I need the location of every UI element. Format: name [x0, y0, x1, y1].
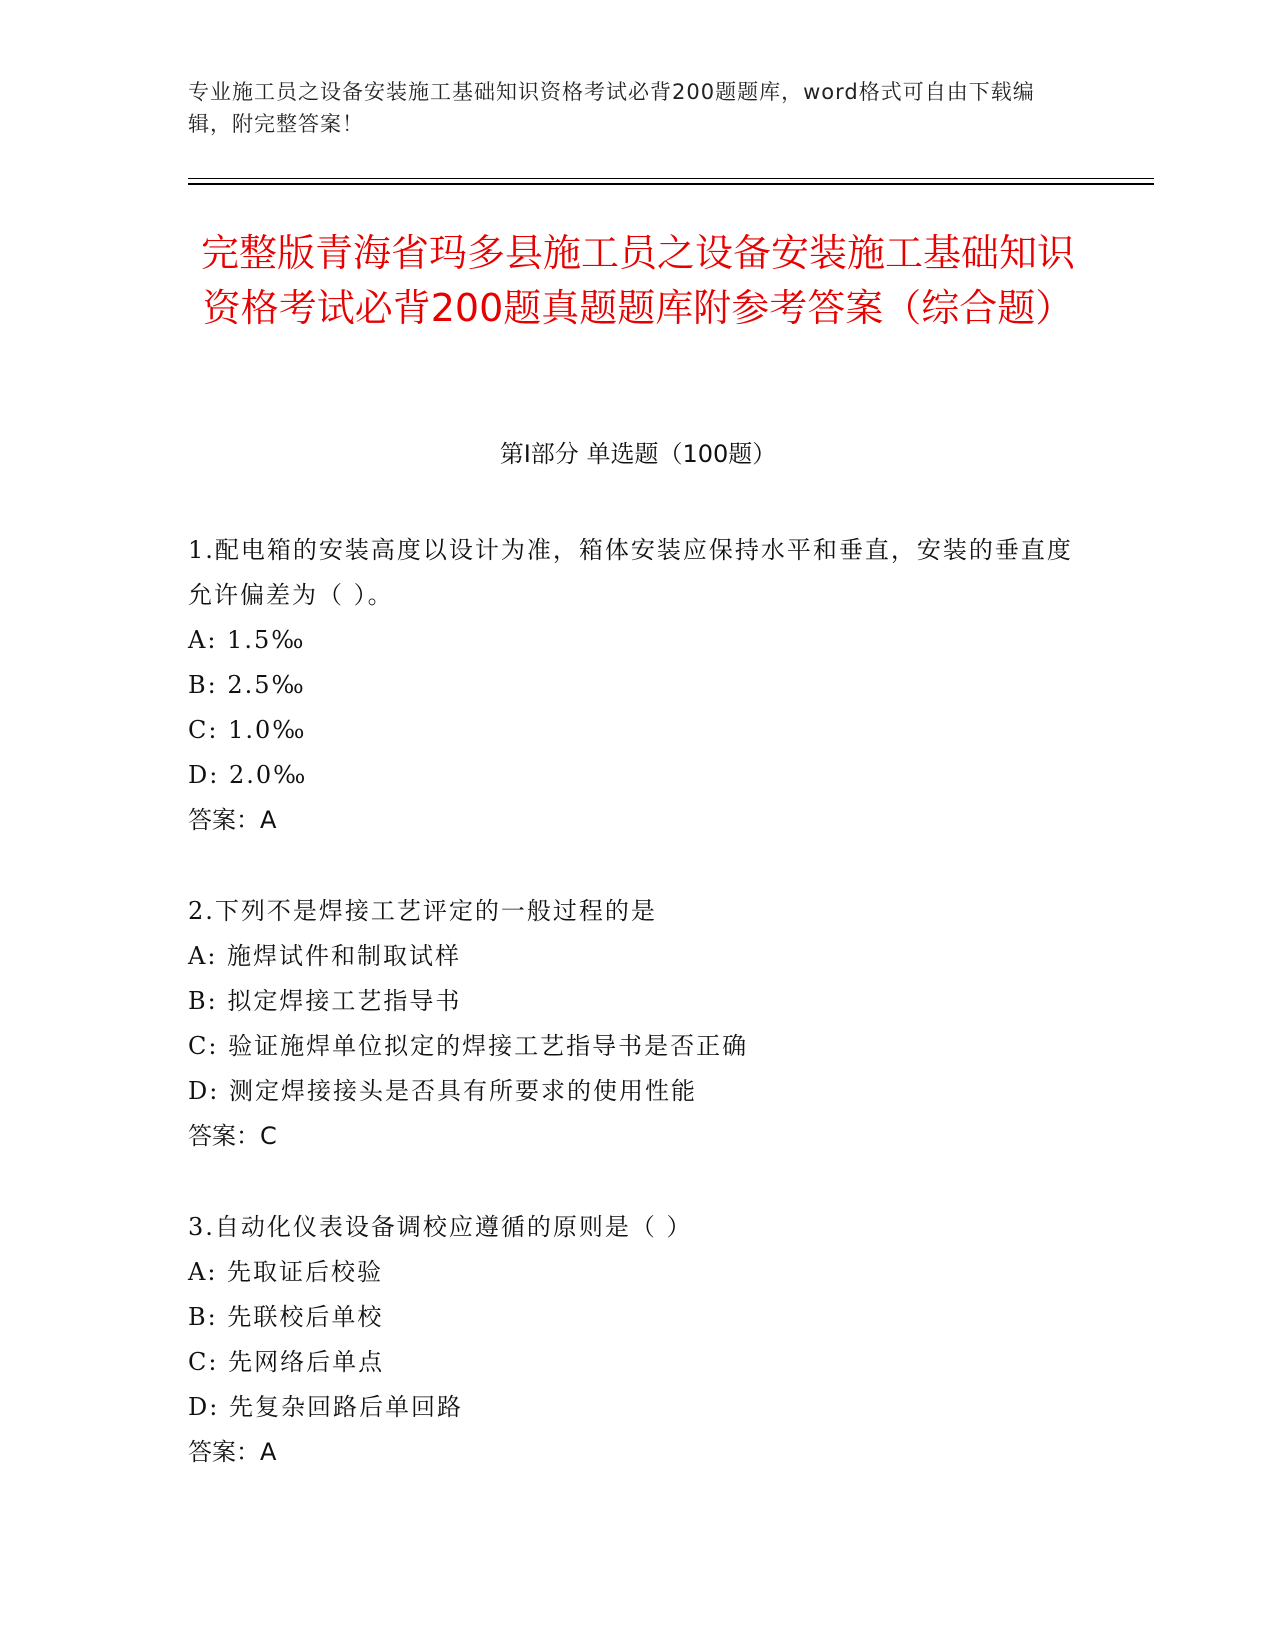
- question-list: [188, 528, 1088, 1521]
- option-d: D: 2.0‰: [188, 761, 308, 789]
- answer-line: [188, 798, 1088, 843]
- option-a: A: 先取证后校验: [188, 1258, 384, 1286]
- answer-line: [188, 1114, 1088, 1159]
- question-stem: 2.下列不是焊接工艺评定的一般过程的是: [188, 897, 657, 925]
- option-a: A: 1.5‰: [188, 626, 306, 654]
- question-2: [188, 889, 1088, 1159]
- option-b: B: 拟定焊接工艺指导书: [188, 987, 462, 1015]
- question-3: [188, 1205, 1088, 1475]
- option-d: D: 先复杂回路后单回路: [188, 1393, 463, 1421]
- answer-label: 答案：: [188, 806, 260, 834]
- question-stem: 3.自动化仪表设备调校应遵循的原则是（ ）: [188, 1213, 693, 1241]
- answer-label: 答案：: [188, 1122, 260, 1150]
- document-title: 完整版青海省玛多县施工员之设备安装施工基础知识资格考试必背200题真题题库附参考答案（综合题）: [200, 231, 1075, 330]
- header-note: 专业施工员之设备安装施工基础知识资格考试必背200题题库，word格式可自由下载编辑，附完整答案！: [188, 80, 1035, 136]
- option-b: B: 2.5‰: [188, 671, 306, 699]
- header-divider-thick: [188, 183, 1154, 185]
- section-title: 第Ⅰ部分 单选题（100题）: [499, 440, 777, 468]
- answer-value: A: [260, 1438, 277, 1466]
- option-c: C: 先网络后单点: [188, 1348, 385, 1376]
- option-c: C: 验证施焊单位拟定的焊接工艺指导书是否正确: [188, 1032, 749, 1060]
- option-a: A: 施焊试件和制取试样: [188, 942, 462, 970]
- question-1: [188, 528, 1088, 843]
- answer-label: 答案：: [188, 1438, 260, 1466]
- option-b: B: 先联校后单校: [188, 1303, 384, 1331]
- answer-value: C: [260, 1122, 277, 1150]
- header-divider-thin: [188, 178, 1154, 179]
- option-c: C: 1.0‰: [188, 716, 307, 744]
- question-stem: 1.配电箱的安装高度以设计为准，箱体安装应保持水平和垂直，安装的垂直度允许偏差为（ ）。: [188, 536, 1073, 609]
- answer-line: [188, 1430, 1088, 1475]
- option-d: D: 测定焊接接头是否具有所要求的使用性能: [188, 1077, 697, 1105]
- answer-value: A: [260, 806, 277, 834]
